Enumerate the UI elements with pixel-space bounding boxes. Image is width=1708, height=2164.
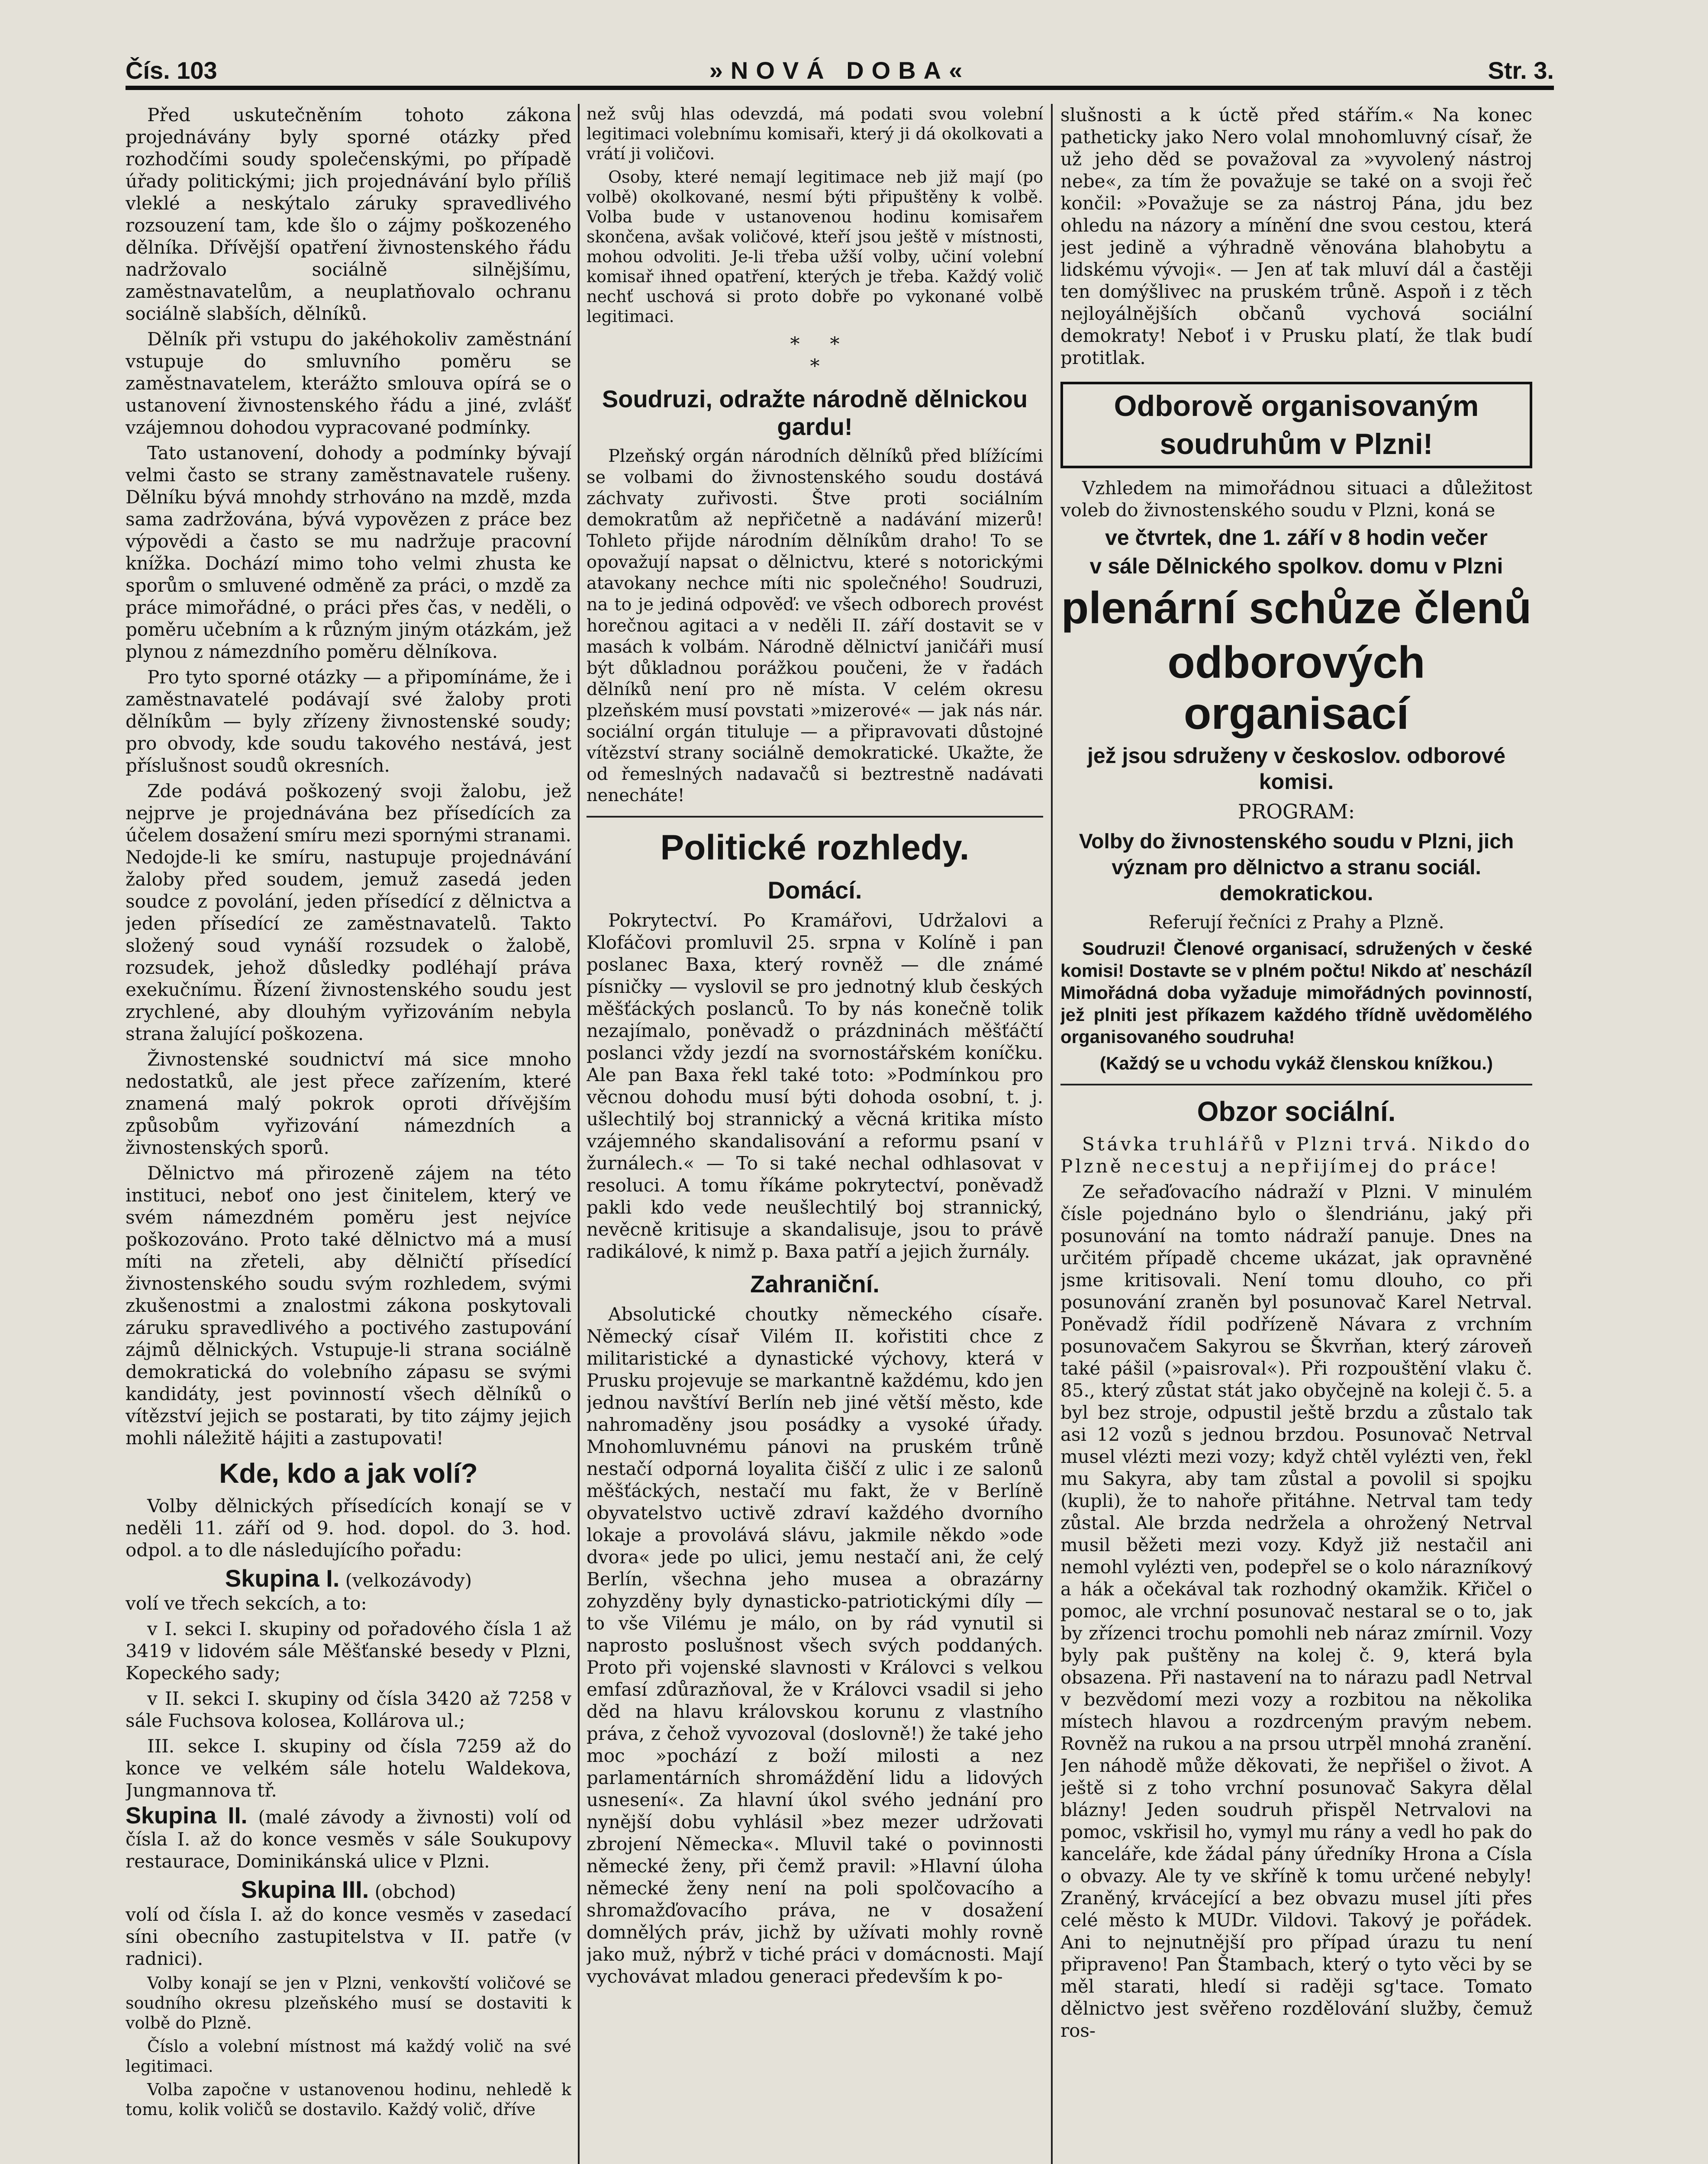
appeal-paragraph: Soudruzi! Členové organisací, sdružených v české komisi! Dostavte se v plném počtu! Nikdo ať nescházíl Mimořádná doba vyžaduje mimořádných povinností, jež plniti jest příkazem každého třídně uvědomělého organisovaného soudruha! xyxy=(1060,938,1532,1047)
meeting-date: ve čtvrtek, dne 1. září v 8 hodin večer xyxy=(1105,525,1488,550)
article-paragraph: Dělník při vstupu do jakéhokoliv zaměstnání vstupuje do smluvního poměru se zaměstnavatelem, kterážto smlouva opírá se o ustanovení živnostenského řádu a jiné, zvlášť vzájemnou dohodou vypracované podmínky. xyxy=(126,328,571,438)
article-paragraph: Dělnictvo má přirozeně zájem na této instituci, neboť ono jest činitelem, který ve svém námezdném poměru jest nejvíce poškozováno. Proto také dělnictvo má a musí míti na zřeteli, aby dělničtí přísedící živnostenského soudu svým rozhledem, svými zkušenostmi a znalostmi zákona poskytovali záruku spravedlivého a poctivého zastupování zájmů dělnických. Vstupuje-li strana sociálně demokratická do volebního zápasu se svými kandidáty, jest povinností všech dělníků o vítězství jejich se postarati, by tito zájmy jejich mohli náležitě hájiti a zastupovati! xyxy=(126,1163,571,1449)
article-paragraph: Absolutické choutky německého císaře. Německý císař Vilém II. kořistiti chce z militaristické a dynastické výchovy, která v Prusku projevuje se markantně každému, kdo jen jednou navštíví Berlín neb jiné větší město, kde nahromaděny jsou posádky a vysoké úřady. Mnohomluvnému pánovi na pruském trůně nestačí odporná loyalita čiščí z ulic i ze salonů měšťáckých, nestačí mu fakt, že v Berlíně obyvatelstvo uctivě zdraví každého dvorního lokaje a provolává slávu, jakmile někdo »ode dvora« jede po ulici, jemu nestačí ani, že celý Berlín, všechna jeho musea a obrazárny zohyzděny byly dynasticko-patriotickými díly — to vše Vilému je málo, on by rád vynutil si naprosto poslušnost všech svých poddaných. Proto při vojenské slavnosti v Královci s velkou emfasí zdůrazňoval, že v Královci vsadil si jeho děd na hlavu královskou korunu z vlastního práva, z čehož vyvozoval (doslovně!) že také jeho moc »pochází z boží milosti a nez parlamentárních shromáždění lidu a lidových usnesení«. Za hlavní úkol svého jednání pro nynější dobu vyhlásil »bez mezer udržovati zbrojení Německa«. Mluvil také o povinnosti německé ženy, při čemž pravil: »Hlavní úloha německé ženy není na poli spolčovacího a shromažďovacího práva, ne v dosažení domnělých práv, jichž by užívati mohly rovně jako muž, nýbrž v tiché práci v domácnosti. Mají vychovávat mladou generaci především k po- xyxy=(587,1304,1043,1987)
group-heading: Skupina II. xyxy=(126,1803,248,1829)
column-divider-2 xyxy=(1051,104,1053,2164)
article-paragraph: Pro tyto sporné otázky — a připomínáme, že i zaměstnavatelé podávají své žaloby proti dělníkům — byly zřízeny živnostenské soudy; pro obvody, kde soudu takového nestává, jest příslušnost soudů okresních. xyxy=(126,667,571,776)
meeting-title-line-2: odborových organisací xyxy=(1167,638,1425,739)
group-heading: Skupina III. xyxy=(241,1876,369,1903)
speakers-note: Referují řečníci z Prahy a Plzně. xyxy=(1148,911,1444,933)
subsection-heading: Domácí. xyxy=(767,876,862,904)
section-rule xyxy=(1060,1084,1532,1085)
asterisk-separator: * * * xyxy=(790,333,840,377)
article-paragraph: Před uskutečněním tohoto zákona projednávány byly sporné otázky před rozhodčími soudy společenskými, po případě úřady politickými; jich projednávání bylo příliš vleklé a neskýtalo záruky spravedlivého rozsouzení tam, kde šlo o zájmy poškozeného dělníka. Dřívější opatření živnostenského řádu nadržovalo sociálně silnějšímu, zaměstnavatelům, a neuplatňovalo ochranu sociálně slabších, dělníků. xyxy=(126,104,571,324)
section-heading: Obzor sociální. xyxy=(1197,1096,1396,1127)
group-heading: Skupina I. xyxy=(225,1565,340,1592)
article-paragraph: III. sekce I. skupiny od čísla 7259 až do konce ve velkém sále hotelu Waldekova, Jungmannova tř. xyxy=(126,1736,571,1801)
group-subtitle: (obchod) xyxy=(374,1881,456,1902)
note-paragraph: Volba započne v ustanovenou hodinu, nehledě k tomu, kolik voličů se dostavilo. Každý volič, dříve xyxy=(126,2080,571,2119)
page-number: Str. 3. xyxy=(1488,57,1554,84)
section-heading: Soudruzi, odražte národně dělnickou gardu! xyxy=(602,385,1028,440)
section-heading: Politické rozhledy. xyxy=(660,828,970,867)
article-paragraph: Osoby, které nemají legitimace neb již mají (po volbě) okolkované, nesmí býti připuštěny k volbě. Volba bude v ustanovenou hodinu komisařem skončena, avšak voličové, kteří jsou ještě v místnosti, mohou odvoliti. Je-li třeba užší volby, učiní volební komisař ihned opatření, kterých je třeba. Každý volič nechť uschová si proto dobře po vykonané volbě legitimaci. xyxy=(587,167,1043,326)
column-1 xyxy=(126,104,571,2164)
membership-note: (Každý se u vchodu vykáž členskou knížkou.) xyxy=(1100,1053,1493,1073)
section-rule xyxy=(587,816,1043,818)
article-paragraph: Ze seřaďovacího nádraží v Plzni. V minulém čísle pojednáno bylo o šlendriánu, jaký při posunování na tomto nádraží panuje. Dnes na určitém případě chceme ukázat, jak opravněné jsme kritisovali. Není tomu dlouho, co při posunování zraněn byl posunovač Karel Netrval. Poněvadž řídil podřízeně Návara z vrchním posunovačem Sakyrou se Škvrňan, který zároveň také pášil (»paisroval«). Při rozpouštění vlaku č. 85., který zůstat stát jako obyčejně na koleji č. 5. a byl bez stroje, odpustil ještě brzdu a zůstalo tak asi 12 vozů s jednou brzdou. Posunovač Netrval musel vlézti mezi vozy; když chtěl vylézti ven, řekl mu Sakyra, aby tam zůstal a povolil si spojku (kupli), že to nahoře přitáhne. Netrval tam tedy zůstal. Ale brzda nedržela a ohrožený Netrval musil běžeti mezi vozy. Když již nestačil ani nemohl vylézti ven, podepřel se o kolo nárazníkový a hák a očekával tak rozhodný okamžik. Křičel o pomoc, ale vrchní posunovač nestaral se o to, jak by zřízenci trochu pomohli neb náraz zmírnil. Vozy byly pak puštěny na kolej č. 9, která byla obsazena. Při nastavení na to nárazu padl Netrval v bezvědomí mezi vozy a rozbitou na několika místech hlavou a rozdrceným pravým nebem. Rovněž na rukou a na prsou utrpěl mnohá zranění. Jen náhodě může děkovati, že nepřišel o život. A ještě si z toho vrchní posunovač Sakyra dělal blázny! Jeden soudruh přispěl Netrvalovi na pomoc, vskřisil ho, vymyl mu rány a vedl ho pak do kanceláře, kde žádal pány úředníky Hrona a Císla o obvazy. Ale ty ve skříně k tomu určené nebyly! Zraněný, krvácející a bez obvazu musel jíti přes celé město k MUDr. Vildovi. Takový je pořádek. Ani to nejnutnější pro případ úrazu tu není připraveno! Pan Štambach, který o tyto věci by se měl starati, hledí si raději sg'tace. Tomato dělnictvo jest svěřeno rozdělování služby, čemuž ros- xyxy=(1060,1181,1532,2041)
article-paragraph: Vzhledem na mimořádnou situaci a důležitost voleb do živnostenského soudu v Plzni, koná se xyxy=(1060,477,1532,521)
article-paragraph: Tato ustanovení, dohody a podmínky bývají velmi často se strany zaměstnavatele rušeny. Dělníku bývá mnohdy strhováno na mzdě, mzda sama zadržována, bývá vypovězen z práce bez výpovědi a často se mu nadržuje pracovní knížka. Dochází mimo toho velmi zhusta ke sporům o smluvené odměně za práci, o mzdě za práce mimořádné, o práci přes čas, v neděli, o poměru učebním a k různým jiným otázkám, jež plynou z námezdního poměru dělníkova. xyxy=(126,442,571,662)
meeting-note: jež jsou sdruženy v českoslov. odborové komisi. xyxy=(1087,744,1506,794)
group-subtitle: (velkozávody) xyxy=(345,1570,472,1591)
group-text: (malé závody a živnosti) volí od čísla I. až do konce vesměs v sále Soukupovy restaurace, Dominikánská ulice v Plzni. xyxy=(126,1807,571,1872)
section-heading: Kde, kdo a jak volí? xyxy=(219,1458,478,1489)
column-divider-1 xyxy=(578,104,580,2164)
header-rule xyxy=(126,86,1554,90)
article-paragraph: Živnostenské soudnictví má sice mnoho nedostatků, ale jest přece zařízením, které znamená malý pokrok oproti dřívějším způsobům vyřizování námezdních a živnostenských sporů. xyxy=(126,1049,571,1158)
page-header xyxy=(126,48,1554,87)
article-paragraph: Plzeňský orgán národních dělníků před blížícími se volbami do živnostenského soudu dostává záchvaty zuřivosti. Štve proti sociálním demokratům až nepřičetně a nadávání mizerů! Tohleto přijde národním dělníkům draho! To se opovažují napsat o dělnictvu, které s notorickými atavokany nechce míti nic společného! Soudruzi, na to je jediná odpověď: ve všech odborech provést horečnou agitaci a v neděli II. září dostavit se v masách k volbám. Národně dělnictví janičáři musí být důkladnou porážkou poučeni, že v řadách dělníků není pro ně místa. V celém okresu plzeňském musí povstati »mizerové« — jak nás nár. sociální orgán tituluje — a připravovati důstojné vítězství strany sociálně demokratické. Ukažte, že od řemeslných nadavačů si beztrestně nadávati nenecháte! xyxy=(587,446,1043,805)
article-paragraph: v II. sekci I. skupiny od čísla 3420 až 7258 v sále Fuchsova kolosea, Kollárova ul.; xyxy=(126,1688,571,1731)
article-paragraph: než svůj hlas odevzdá, má podati svou volební legitimaci volebnímu komisaři, který ji dá okolkovati a vrátí ji voličovi. xyxy=(587,104,1043,163)
masthead-title: »NOVÁ DOBA« xyxy=(709,57,970,84)
subsection-heading: Zahraniční. xyxy=(750,1270,880,1298)
meeting-title-line-1: plenární schůze členů xyxy=(1061,583,1532,633)
boxed-announcement-heading: Odborově organisovaným soudruhům v Plzni! xyxy=(1060,382,1532,468)
program-text: Volby do živnostenského soudu v Plzni, jich význam pro dělnictvo a stranu sociál. demokratickou. xyxy=(1079,830,1514,905)
program-label: PROGRAM: xyxy=(1237,800,1355,823)
article-paragraph: v I. sekci I. skupiny od pořadového čísla 1 až 3419 v lidovém sále Měšťanské besedy v Plzni, Kopeckého sady; xyxy=(126,1618,571,1684)
note-paragraph: Číslo a volební místnost má každý volič na své legitimaci. xyxy=(126,2037,571,2076)
note-paragraph: Volby konají se jen v Plzni, venkovští voličové se soudního okresu plzeňského musí se dostaviti k volbě do Plzně. xyxy=(126,1974,571,2032)
column-2 xyxy=(587,104,1043,2164)
article-paragraph: volí od čísla I. až do konce vesměs v zasedací síni obecního zastupitelstva v II. patře (v radnici). xyxy=(126,1904,571,1969)
issue-number: Čís. 103 xyxy=(126,57,217,84)
meeting-venue: v sále Dělnického spolkov. domu v Plzni xyxy=(1089,554,1503,578)
article-paragraph: volí ve třech sekcích, a to: xyxy=(126,1593,367,1614)
article-paragraph: Pokrytectví. Po Kramářovi, Udržalovi a Klofáčovi promluvil 25. srpna v Kolíně i pan poslanec Baxa, který rovněž — dle známé písničky — vyslovil se pro jednotný klub českých měšťáckých poslanců. To by nás konečně tolik nezajímalo, poněvadž o prázdninách měšťáčtí poslanci vždy jezdí na svornostářském koníčku. Ale pan Baxa řekl také toto: »Podmínkou pro věcnou dohodu musí býti dohoda osobní, t. j. ušlechtilý boj strannický a věcná kritika místo vzájemného skandalisování a reformu psaní v žurnálech.« — To si také nechal odhlasovat v resoluci. A tomu říkáme pokrytectví, poněvadž pakli kdo vede neušlechtilý boj strannický, nevěcně kritisuje a skandalisuje, jsou to právě radikálové, k nimž p. Baxa patří a jejich žurnály. xyxy=(587,910,1043,1262)
article-paragraph: slušnosti a k úctě před stářím.« Na konec patheticky jako Nero volal mnohomluvný císař, že už jeho děd se považoval za »vyvolený nástroj nebe«, za tím že považuje se také on a svoji řeč končil: »Považuje se za nástroj Pána, jdu bez ohledu na názory a mínění dne svou cestou, která jest jedině a výhradně věnována blahobytu a lidskému vývoji«. — Jen ať tak mluví dál a častěji ten domýšlivec na pruském trůně. Aspoň i z těch nejloyálnějších občanů vychová sociální demokraty! Neboť i v Prusku platí, že tlak budí protitlak. xyxy=(1060,104,1532,368)
column-3 xyxy=(1060,104,1532,2164)
article-paragraph: Volby dělnických přísedících konají se v neděli 11. září od 9. hod. dopol. do 3. hod. odpol. a to dle následujícího pořadu: xyxy=(126,1495,571,1561)
article-paragraph: Stávka truhlářů v Plzni trvá. Nikdo do Plzně necestuj a nepřijímej do práce! xyxy=(1060,1134,1532,1177)
article-paragraph: Zde podává poškozený svoji žalobu, jež nejprve je projednávána bez přísedících za účelem dosažení smíru mezi spornými stranami. Nedojde-li ke smíru, nastupuje projednávání žaloby před soudem, jemuž zasedá jeden soudce z povolání, jeden přísedící z dělnictva a jeden přísedící ze zaměstnavatelů. Takto složený soud vynáší rozsudek o žalobě, rozsudek, jehož důsledky podléhají práva exekučnímu. Řízení živnostenského soudu jest zrychlené, aby dlouhým vyřizováním nebyla strana žalující poškozena. xyxy=(126,780,571,1044)
